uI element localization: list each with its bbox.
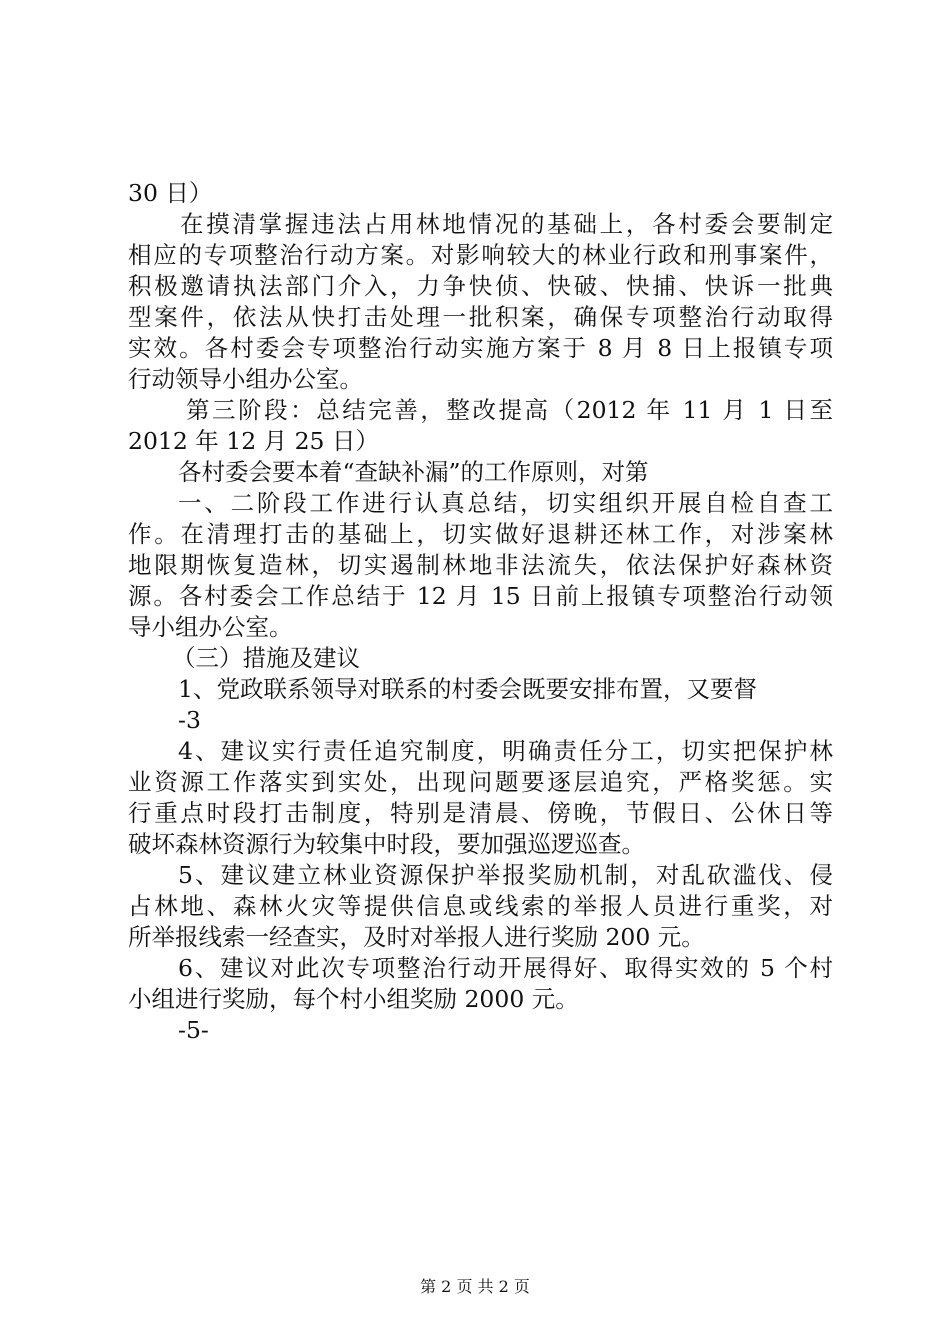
text-line: 在摸清掌握违法占用林地情况的基础上，各村委会要制定 — [180, 210, 833, 238]
text-line: 小组进行奖励，每个村小组奖励 2000 元。 — [128, 985, 579, 1013]
text-line: 业资源工作落实到实处，出现问题要逐层追究，严格奖惩。实 — [128, 768, 833, 796]
text-line: 实效。各村委会专项整治行动实施方案于 8 月 8 日上报镇专项 — [128, 334, 833, 362]
page-marker: -5- — [178, 1016, 209, 1044]
page-footer: 第 2 页 共 2 页 — [420, 1277, 530, 1296]
page-marker: -3 — [178, 706, 201, 734]
text-line: 第三阶段：总结完善，整改提高（2012 年 11 月 1 日至 — [186, 396, 833, 424]
text-line: 导小组办公室。 — [128, 613, 293, 641]
section-heading: （三）措施及建议 — [172, 644, 360, 672]
text-line: 各村委会要本着“查缺补漏”的工作原则，对第 — [178, 458, 649, 486]
text-line: 作。在清理打击的基础上，切实做好退耕还林工作，对涉案林 — [128, 520, 833, 548]
text-line: 6、建议对此次专项整治行动开展得好、取得实效的 5 个村 — [178, 954, 833, 982]
text-line: 占林地、森林火灾等提供信息或线索的举报人员进行重奖，对 — [128, 892, 833, 920]
text-line: 2012 年 12 月 25 日） — [128, 427, 379, 455]
text-line: 源。各村委会工作总结于 12 月 15 日前上报镇专项整治行动领 — [128, 582, 833, 610]
text-line: 5、建议建立林业资源保护举报奖励机制，对乱砍滥伐、侵 — [178, 861, 833, 889]
text-line: 所举报线索一经查实，及时对举报人进行奖励 200 元。 — [128, 923, 705, 951]
text-line: 破坏森林资源行为较集中时段，要加强巡逻巡查。 — [128, 830, 645, 858]
text-line: 地限期恢复造林，切实遏制林地非法流失，依法保护好森林资 — [128, 551, 833, 579]
text-line: 相应的专项整治行动方案。对影响较大的林业行政和刑事案件， — [128, 241, 833, 269]
text-line: 行重点时段打击制度，特别是清晨、傍晚，节假日、公休日等 — [128, 799, 833, 827]
text-line: 行动领导小组办公室。 — [128, 365, 363, 393]
text-line: 30 日） — [128, 179, 213, 207]
text-line: 一、二阶段工作进行认真总结，切实组织开展自检自查工 — [178, 489, 833, 517]
text-line: 4、建议实行责任追究制度，明确责任分工，切实把保护林 — [178, 737, 833, 765]
text-line: 1、党政联系领导对联系的村委会既要安排布置，又要督 — [178, 675, 757, 703]
text-line: 型案件，依法从快打击处理一批积案，确保专项整治行动取得 — [128, 303, 833, 331]
text-line: 积极邀请执法部门介入，力争快侦、快破、快捕、快诉一批典 — [128, 272, 833, 300]
